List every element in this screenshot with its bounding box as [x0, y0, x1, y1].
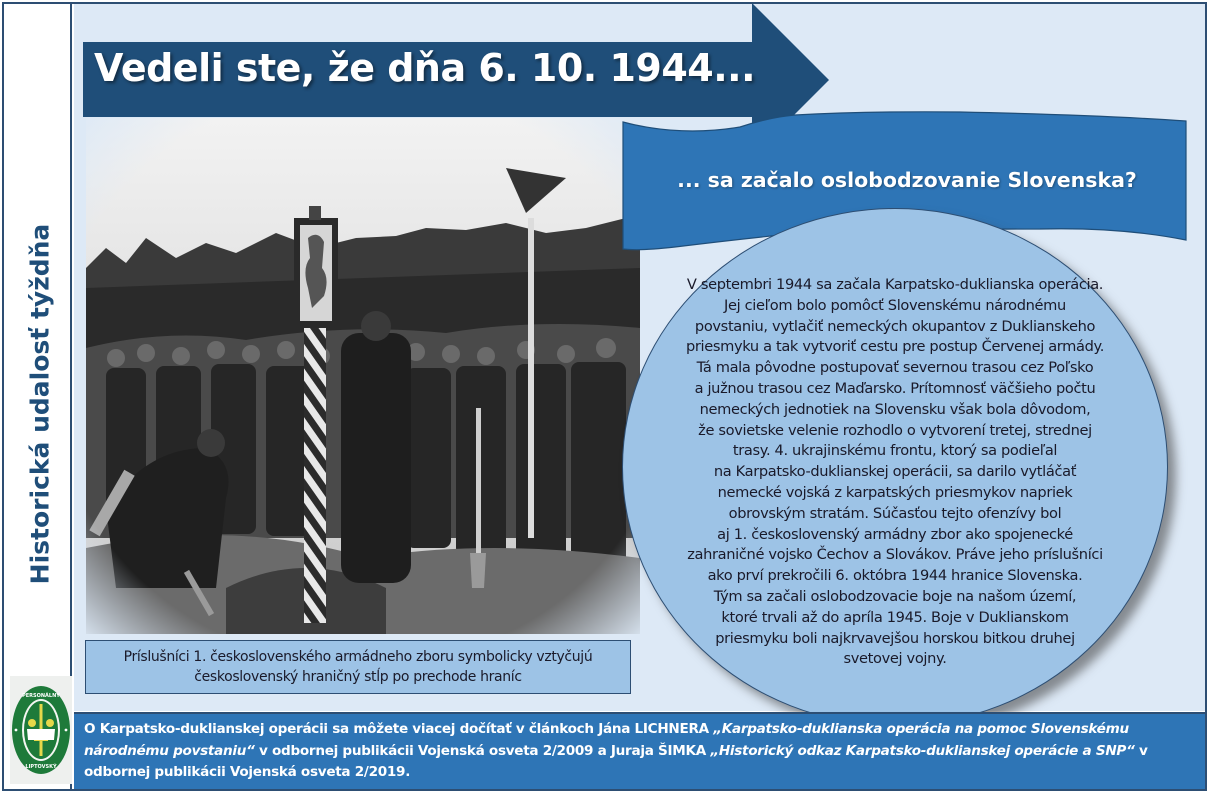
- article-text: [660, 275, 1130, 670]
- article-line: že sovietske velenie rozhodlo o vytvorení tretej, strednej: [698, 421, 1092, 439]
- footer-text: O Karpatsko-duklianskej operácii sa môžete viacej dočítať v článkoch Jána LICHNERA: [84, 721, 714, 737]
- article-line: ktoré trvali až do apríla 1945. Boje v Duklianskom: [721, 608, 1069, 626]
- footer-line-2: [84, 741, 1205, 763]
- article-line: nemecké vojská z karpatských priesmykov napriek: [717, 483, 1073, 501]
- organization-logo: [10, 676, 72, 784]
- footer-references: [74, 712, 1205, 789]
- article-line: Jej cieľom bolo pomôcť Slovenskému národnému: [724, 296, 1066, 314]
- article-line: trasy. 4. ukrajinskému frontu, ktorý sa podieľal: [732, 442, 1058, 460]
- article-title-lichner-cont: národnému povstaniu“: [84, 742, 255, 759]
- svg-text:PERSONÁLNY: PERSONÁLNY: [22, 693, 60, 699]
- article-line: povstaniu, vytlačiť nemeckých okupantov z Duklianskeho: [694, 317, 1096, 335]
- article-line: aj 1. československý armádny zbor ako spojenecké: [717, 525, 1073, 543]
- article-line: ako prví prekročili 6. októbra 1944 hranice Slovenska.: [707, 567, 1083, 585]
- headline-title: Vedeli ste, že dňa 6. 10. 1944...: [94, 46, 756, 90]
- article-line: priesmyku a tak vytvoriť cestu pre postup Červenej armády.: [685, 338, 1105, 356]
- article-line: Tým sa začali oslobodzovacie boje na našom území,: [713, 587, 1077, 605]
- article-line: Tá mala pôvodne postupovať severnou trasou cez Poľsko: [696, 359, 1094, 377]
- article-line: na Karpatsko-duklianskej operácii, sa darilo vytláčať: [713, 463, 1077, 481]
- subtitle-text: ... sa začalo oslobodzovanie Slovenska?: [677, 168, 1137, 192]
- article-line: svetovej vojny.: [843, 650, 947, 668]
- caption-line: československý hraničný stĺp po prechode hraníc: [194, 669, 522, 685]
- article-line: zahraničné vojsko Čechov a Slovákov. Práve jeho príslušníci: [687, 546, 1103, 564]
- footer-line-3: odbornej publikácii Vojenská osveta 2/2019.: [84, 764, 411, 780]
- photo-caption: [85, 640, 631, 694]
- article-line: a južnou trasou cez Maďarsko. Prítomnosť väčšieho počtu: [694, 379, 1096, 397]
- article-line: obrovským stratám. Súčasťou tejto ofenzívy bol: [728, 504, 1062, 522]
- footer-line-1: [84, 719, 1205, 741]
- article-title-lichner: „Karpatsko-duklianska operácia na pomoc Slovenskému: [713, 721, 1129, 737]
- historical-photo: [86, 118, 640, 634]
- footer-text: v odbornej publikácii Vojenská osveta 2/2009 a Juraja ŠIMKA: [254, 742, 711, 759]
- article-line: priesmyku boli najkrvavejšou horskou bitkou druhej: [715, 629, 1075, 647]
- footer-text: v: [1134, 742, 1148, 759]
- emblem-icon: [10, 676, 72, 784]
- article-line: nemeckých jednotiek na Slovensku však bola dôvodom,: [699, 400, 1091, 418]
- article-line: V septembri 1944 sa začala Karpatsko-duklianska operácia.: [686, 276, 1104, 293]
- svg-text:LIPTOVSKÝ: LIPTOVSKÝ: [25, 764, 57, 770]
- sidebar-title: Historická udalosť týždňa: [25, 223, 55, 585]
- caption-line: Príslušníci 1. československého armádneho zboru symbolicky vztyčujú: [123, 649, 593, 665]
- sidebar: [4, 4, 72, 789]
- article-title-simko: „Historický odkaz Karpatsko-duklianskej operácie a SNP“: [710, 742, 1135, 759]
- photo-soldiers-border-post: [86, 118, 640, 634]
